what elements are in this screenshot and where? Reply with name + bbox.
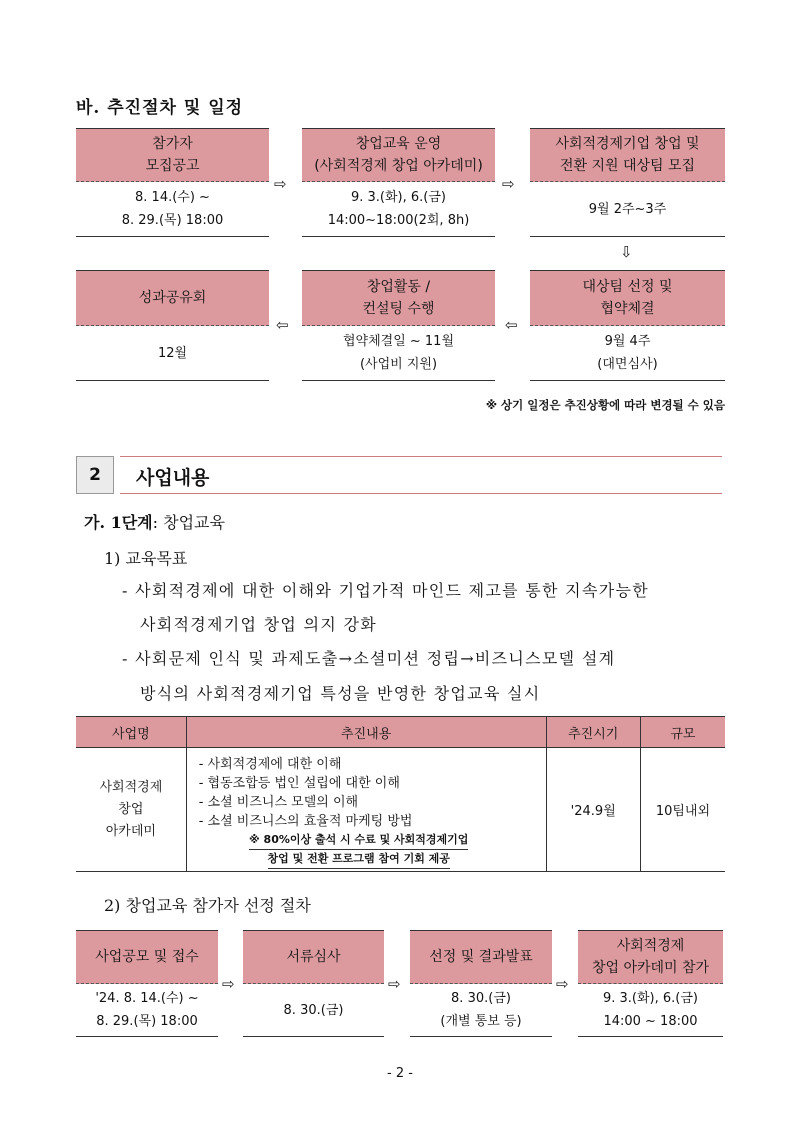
content-item: - 사회적경제에 대한 이해 xyxy=(198,756,342,772)
flow-step-title: 창업활동 / 컨설팅 수행 xyxy=(302,270,495,326)
program-table xyxy=(76,716,725,872)
program-contents-cell xyxy=(186,748,546,872)
flow-step-body: 협약체결일 ~ 11월 (사업비 지원) xyxy=(302,326,495,381)
flow-step-title: 참가자 모집공고 xyxy=(76,128,269,182)
section-2-title: 사업내용 xyxy=(136,467,210,489)
flow-step-3 xyxy=(530,128,725,237)
table-note-line2: 창업 및 전환 프로그램 참여 기회 제공 xyxy=(268,850,450,869)
flow-step-body: 12월 xyxy=(76,326,269,381)
arrow-right-icon: ⇨ xyxy=(556,975,569,993)
selection-step-2 xyxy=(243,930,384,1037)
selection-step-title: 사업공모 및 접수 xyxy=(76,930,218,984)
arrow-right-icon: ⇨ xyxy=(502,175,515,193)
arrow-down-icon: ⇩ xyxy=(620,243,633,261)
program-name: 사회적경제 창업 아카데미 xyxy=(99,779,163,839)
arrow-right-icon: ⇨ xyxy=(388,975,401,993)
flow-step-2 xyxy=(302,128,495,237)
goal-bullet-2-line1: - 사회문제 인식 및 과제도출→소셜미션 정립→비즈니스모델 설계 xyxy=(122,649,616,668)
table-row xyxy=(76,748,725,872)
page-number: - 2 - xyxy=(387,1066,413,1081)
flow-step-title: 성과공유회 xyxy=(76,270,269,326)
flow-step-5 xyxy=(302,270,495,381)
selection-heading: 2) 창업교육 참가자 선정 절차 xyxy=(104,896,311,915)
selection-step-body: 8. 30.(금) xyxy=(243,984,384,1037)
table-note-line1: ※ 80%이상 출석 시 수료 및 사회적경제기업 xyxy=(249,831,468,850)
selection-step-4 xyxy=(578,930,723,1037)
flow-step-body: 8. 14.(수) ~ 8. 29.(목) 18:00 xyxy=(76,182,269,237)
flow-step-1 xyxy=(76,128,269,237)
flow-step-title: 대상팀 선정 및 협약체결 xyxy=(530,270,725,326)
goal-bullet-2-line2: 방식의 사회적경제기업 특성을 반영한 창업교육 실시 xyxy=(140,684,541,703)
stage1-label: 가. 1단계 xyxy=(84,513,153,532)
section-number: 2 xyxy=(76,456,114,494)
table-header: 추진시기 xyxy=(546,717,640,748)
selection-step-body: 9. 3.(화), 6.(금) 14:00 ~ 18:00 xyxy=(578,984,723,1037)
flow-step-body: 9. 3.(화), 6.(금) 14:00~18:00(2회, 8h) xyxy=(302,182,495,237)
goal-bullet-1-line2: 사회적경제기업 창업 의지 강화 xyxy=(140,615,377,634)
selection-step-body: 8. 30.(금) (개별 통보 등) xyxy=(410,984,552,1037)
table-header: 추진내용 xyxy=(186,717,546,748)
program-period: '24.9월 xyxy=(546,748,640,872)
flow-step-title: 창업교육 운영 (사회적경제 창업 아카데미) xyxy=(302,128,495,182)
program-name-cell xyxy=(76,748,186,872)
arrow-left-icon: ⇦ xyxy=(276,316,289,334)
stage1-text: : 창업교육 xyxy=(152,513,225,532)
section-2-header xyxy=(76,456,722,494)
table-note xyxy=(199,831,519,869)
selection-step-3 xyxy=(410,930,552,1037)
arrow-right-icon: ⇨ xyxy=(274,175,287,193)
section-title: 바. 추진절차 및 일정 xyxy=(76,98,244,118)
goal-heading: 1) 교육목표 xyxy=(104,549,188,568)
flow-step-body: 9월 4주 (대면심사) xyxy=(530,326,725,381)
flow-step-6 xyxy=(76,270,269,381)
section-title-bar xyxy=(120,456,722,494)
arrow-right-icon: ⇨ xyxy=(222,975,235,993)
selection-step-1 xyxy=(76,930,218,1037)
selection-step-title: 선정 및 결과발표 xyxy=(410,930,552,984)
content-item: - 협동조합등 법인 설립에 대한 이해 xyxy=(198,775,400,791)
flow-step-title: 사회적경제기업 창업 및 전환 지원 대상팀 모집 xyxy=(530,128,725,182)
selection-step-title: 서류심사 xyxy=(243,930,384,984)
selection-step-title: 사회적경제 창업 아카데미 참가 xyxy=(578,930,723,984)
content-item: - 소셜 비즈니스 모델의 이해 xyxy=(198,794,359,810)
program-scale: 10팀내외 xyxy=(640,748,725,872)
arrow-left-icon: ⇦ xyxy=(505,316,518,334)
table-header: 규모 xyxy=(640,717,725,748)
stage1-heading xyxy=(84,510,225,533)
flow-step-4 xyxy=(530,270,725,381)
table-header: 사업명 xyxy=(76,717,186,748)
selection-step-body: '24. 8. 14.(수) ~ 8. 29.(목) 18:00 xyxy=(76,984,218,1037)
schedule-note: ※ 상기 일정은 추진상황에 따라 변경될 수 있음 xyxy=(485,398,725,412)
flow-step-body: 9월 2주~3주 xyxy=(530,182,725,237)
content-item: - 소셜 비즈니스의 효율적 마케팅 방법 xyxy=(198,813,413,829)
goal-bullet-1-line1: - 사회적경제에 대한 이해와 기업가적 마인드 제고를 통한 지속가능한 xyxy=(122,581,649,600)
